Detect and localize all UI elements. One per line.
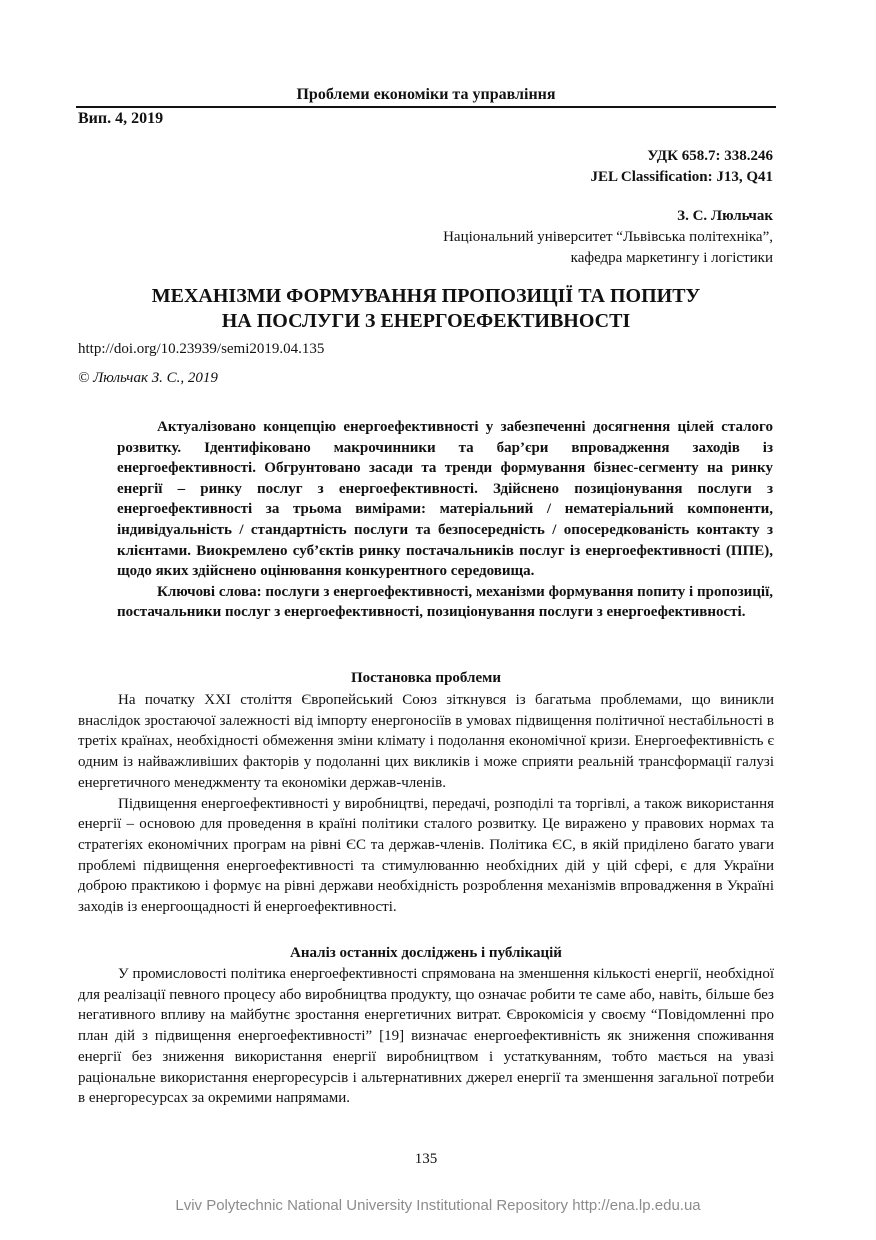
jel-code: JEL Classification: J13, Q41 bbox=[590, 169, 773, 185]
paragraph: На початку ХХІ століття Європейський Союз зіткнувся із багатьма проблемами, що виникли внаслідок зростаючої залежності від імпорту енергоносіїв в умовах підвищення політичної нестабільності в третіх країнах, необхідності обмеження зміни клімату і подолання економічної кризи. Енергоефективність є одним із найважливіших факторів у подоланні цих викликів і може сприяти реальній трансформації галузі енергетичного менеджменту та економіки держав-членів. bbox=[78, 692, 774, 791]
issue-label: Вип. 4, 2019 bbox=[78, 110, 164, 127]
repository-footer: Lviv Polytechnic National University Institutional Repository http://ena.lp.edu.ua bbox=[175, 1197, 701, 1214]
header-rule bbox=[76, 106, 776, 108]
section-body-review bbox=[78, 964, 774, 1109]
article-title-line1: МЕХАНІЗМИ ФОРМУВАННЯ ПРОПОЗИЦІЇ ТА ПОПИТУ bbox=[151, 285, 701, 307]
article-title bbox=[78, 284, 774, 334]
author-affiliation-university: Національний університет “Львівська політехніка”, bbox=[443, 229, 773, 245]
author-affiliation-department: кафедра маркетингу і логістики bbox=[570, 250, 773, 266]
section-body-problem bbox=[78, 690, 774, 918]
author-block bbox=[443, 206, 773, 269]
udc-code: УДК 658.7: 338.246 bbox=[647, 148, 773, 164]
author-name: З. С. Люльчак bbox=[677, 208, 773, 224]
abstract-text: Актуалізовано концепцію енергоефективності у забезпеченні досягнення цілей сталого розвитку. Ідентифіковано макрочинники та бар’єри впровадження заходів із енергоефективності. Обгрунтовано засади та тренди формування бізнес-сегменту на ринку енергії – ринку послуг з енергоефективності. Здійснено позиціонування послуги з енергоефективності за трьома вимірами: матеріальний / нематеріальний компоненти, індивідуальність / стандартність послуги та безпосередність / опосередкованість контакту з клієнтами. Виокремлено суб’єктів ринку постачальників послуг із енергоефективності (ППЕ), щодо яких здійснено оцінювання конкурентного середовища. bbox=[117, 419, 773, 580]
paragraph: Підвищення енергоефективності у виробництві, передачі, розподілі та торгівлі, а також використання енергії – основою для проведення в країні політики сталого розвитку. Це виражено у правових нормах та стратегіях економічних програм на рівні ЄС та держав-членів. Політика ЄС, в якій приділено багато уваги проблемі підвищення енергоефективності та стимулюванню необхідних дій у цій сфері, є для України доброю практикою і формує на рівні держави необхідність розроблення механізмів впровадження в Україні заходів із енергоощадності й енергоефективності. bbox=[78, 795, 774, 916]
abstract bbox=[117, 417, 773, 623]
paragraph: У промисловості політика енергоефективності спрямована на зменшення кількості енергії, необхідної для реалізації певного процесу або виробництва продукту, що означає робити те саме або, навіть, більше без негативного впливу на майбутнє зростання енергетичних витрат. Єврокомісія у своєму “Повідомленні про план дій з підвищення енергоефективності” [19] визначає енергоефективність як зниження споживання енергії без зниження використання енергії виробництвом і устаткуванням, тобто мається на увазі раціональне використання енергоресурсів і альтернативних джерел енергії та зменшення загальної потреби в енергоресурсах за окремими напрямами. bbox=[78, 966, 774, 1107]
page-number: 135 bbox=[414, 1151, 438, 1167]
section-heading-problem: Постановка проблеми bbox=[351, 670, 501, 686]
journal-title: Проблеми економіки та управління bbox=[296, 86, 556, 103]
copyright: © Люльчак З. С., 2019 bbox=[78, 370, 218, 386]
classification-block bbox=[590, 146, 773, 188]
section-heading-review: Аналіз останніх досліджень і публікацій bbox=[290, 945, 562, 961]
keywords: Ключові слова: послуги з енергоефективності, механізми формування попиту і пропозиції, постачальники послуг з енергоефективності, позиціонування послуги з енергоефективності. bbox=[117, 583, 773, 621]
doi-link[interactable]: http://doi.org/10.23939/semi2019.04.135 bbox=[78, 341, 325, 357]
article-title-line2: НА ПОСЛУГИ З ЕНЕРГОЕФЕКТИВНОСТІ bbox=[221, 310, 631, 332]
